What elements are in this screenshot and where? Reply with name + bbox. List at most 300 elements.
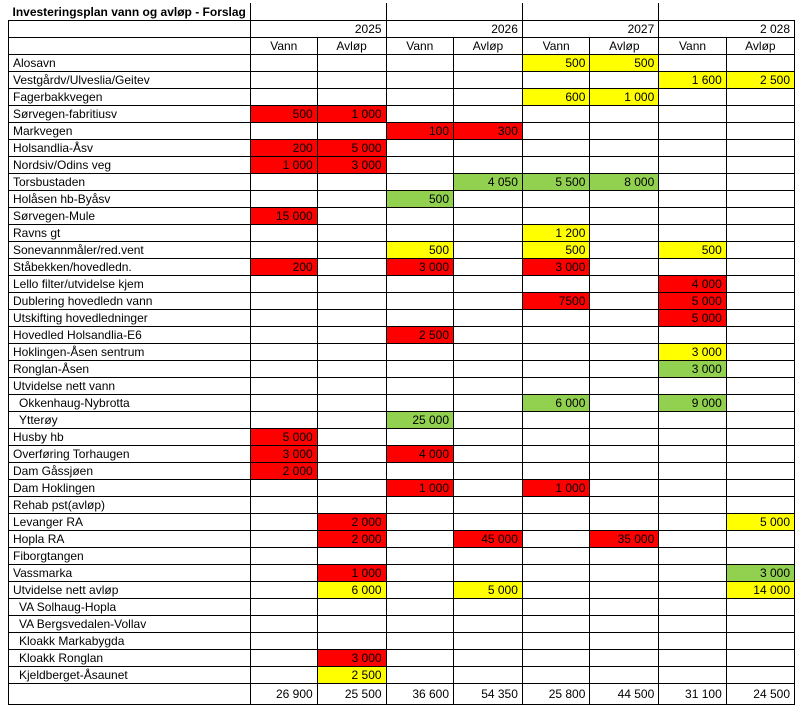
value-cell: 500 <box>250 106 317 123</box>
year-header-2: 2027 <box>522 21 658 38</box>
empty-cell <box>590 463 659 480</box>
empty-cell <box>454 633 523 650</box>
empty-cell <box>726 667 794 684</box>
empty-cell <box>726 89 794 106</box>
empty-cell <box>659 208 726 225</box>
empty-cell <box>386 72 453 89</box>
empty-cell <box>590 225 659 242</box>
empty-cell <box>250 497 317 514</box>
empty-cell <box>522 514 589 531</box>
row-label: Fagerbakkvegen <box>9 89 251 106</box>
empty-cell <box>317 344 386 361</box>
empty-cell <box>726 242 794 259</box>
empty-cell <box>454 667 523 684</box>
empty-cell <box>522 106 589 123</box>
empty-cell <box>659 55 726 72</box>
empty-cell <box>250 361 317 378</box>
value-cell: 5 000 <box>454 582 523 599</box>
empty-cell <box>317 123 386 140</box>
empty-cell <box>522 157 589 174</box>
empty-cell <box>659 429 726 446</box>
empty-cell <box>250 123 317 140</box>
empty-cell <box>317 327 386 344</box>
empty-cell <box>454 140 523 157</box>
empty-cell <box>659 582 726 599</box>
empty-cell <box>250 378 317 395</box>
subheader-vann: Vann <box>522 38 589 55</box>
value-cell: 3 000 <box>317 650 386 667</box>
total-cell: 44 500 <box>590 684 659 705</box>
empty-cell <box>590 650 659 667</box>
empty-cell <box>522 650 589 667</box>
table-row <box>9 310 795 327</box>
empty-cell <box>659 497 726 514</box>
empty-cell <box>590 378 659 395</box>
empty-cell <box>726 616 794 633</box>
empty-cell <box>726 293 794 310</box>
empty-cell <box>522 633 589 650</box>
value-cell: 200 <box>250 259 317 276</box>
empty-cell <box>454 89 523 106</box>
empty-cell <box>250 531 317 548</box>
empty-cell <box>317 276 386 293</box>
value-cell: 14 000 <box>726 582 794 599</box>
empty-cell <box>386 293 453 310</box>
empty-cell <box>250 72 317 89</box>
value-cell: 45 000 <box>454 531 523 548</box>
row-label: Utvidelse nett vann <box>9 378 251 395</box>
value-cell: 6 000 <box>522 395 589 412</box>
row-label: Ronglan-Åsen <box>9 361 251 378</box>
empty-cell <box>590 633 659 650</box>
year-header-0: 2025 <box>250 21 386 38</box>
empty-cell <box>659 514 726 531</box>
row-label: Vestgårdv/Ulveslia/Geitev <box>9 72 251 89</box>
empty-cell <box>522 412 589 429</box>
empty-cell <box>386 310 453 327</box>
table-row <box>9 565 795 582</box>
empty-cell <box>590 106 659 123</box>
empty-cell <box>522 310 589 327</box>
year-header-3: 2 028 <box>659 21 795 38</box>
empty-cell <box>386 667 453 684</box>
table-row <box>9 497 795 514</box>
empty-cell <box>590 293 659 310</box>
investment-plan-table <box>8 3 795 705</box>
table-row <box>9 514 795 531</box>
empty-cell <box>726 55 794 72</box>
empty-cell <box>726 123 794 140</box>
empty-cell <box>522 565 589 582</box>
row-label: Dam Gåssjøen <box>9 463 251 480</box>
empty-cell <box>659 667 726 684</box>
row-label: Fiborgtangen <box>9 548 251 565</box>
row-label: Kloakk Ronglan <box>9 650 251 667</box>
empty-cell <box>386 565 453 582</box>
empty-cell <box>386 514 453 531</box>
empty-cell <box>659 633 726 650</box>
empty-cell <box>386 344 453 361</box>
row-label: Ytterøy <box>9 412 251 429</box>
title-spacer-cell <box>386 3 453 21</box>
empty-cell <box>317 310 386 327</box>
value-cell: 500 <box>590 55 659 72</box>
row-label: Husby hb <box>9 429 251 446</box>
empty-cell <box>454 157 523 174</box>
empty-cell <box>250 412 317 429</box>
title-spacer-cell <box>317 3 386 21</box>
empty-cell <box>590 344 659 361</box>
empty-cell <box>522 123 589 140</box>
value-cell: 4 050 <box>454 174 523 191</box>
empty-cell <box>590 616 659 633</box>
empty-cell <box>590 667 659 684</box>
table-row <box>9 344 795 361</box>
empty-cell <box>522 72 589 89</box>
value-cell: 9 000 <box>659 395 726 412</box>
empty-cell <box>386 140 453 157</box>
row-label: Hopla RA <box>9 531 251 548</box>
empty-cell <box>317 361 386 378</box>
empty-cell <box>386 55 453 72</box>
title-spacer-cell <box>590 3 659 21</box>
table-row <box>9 412 795 429</box>
empty-cell <box>522 582 589 599</box>
empty-cell <box>454 378 523 395</box>
empty-cell <box>522 616 589 633</box>
empty-cell <box>522 361 589 378</box>
row-label: Sørvegen-Mule <box>9 208 251 225</box>
empty-cell <box>386 429 453 446</box>
value-cell: 1 000 <box>386 480 453 497</box>
empty-cell <box>317 480 386 497</box>
value-cell: 1 000 <box>250 157 317 174</box>
table-row <box>9 55 795 72</box>
empty-cell <box>317 429 386 446</box>
title-spacer-cell <box>726 3 794 21</box>
empty-cell <box>590 72 659 89</box>
value-cell: 2 500 <box>386 327 453 344</box>
value-cell: 3 000 <box>317 157 386 174</box>
empty-cell <box>317 293 386 310</box>
empty-cell <box>454 259 523 276</box>
empty-cell <box>522 378 589 395</box>
value-cell: 15 000 <box>250 208 317 225</box>
empty-cell <box>726 548 794 565</box>
year-header-1: 2026 <box>386 21 522 38</box>
row-label: Vassmarka <box>9 565 251 582</box>
empty-cell <box>454 208 523 225</box>
subheader-vann: Vann <box>659 38 726 55</box>
table-row <box>9 225 795 242</box>
table-row <box>9 72 795 89</box>
empty-cell <box>590 480 659 497</box>
subheader-corner-cell <box>9 38 251 55</box>
empty-cell <box>386 548 453 565</box>
empty-cell <box>317 616 386 633</box>
empty-cell <box>454 361 523 378</box>
empty-cell <box>659 565 726 582</box>
value-cell: 6 000 <box>317 582 386 599</box>
row-label: Holsandlia-Åsv <box>9 140 251 157</box>
empty-cell <box>522 531 589 548</box>
row-label: Kjeldberget-Åsaunet <box>9 667 251 684</box>
empty-cell <box>659 191 726 208</box>
empty-cell <box>317 633 386 650</box>
table-row <box>9 480 795 497</box>
empty-cell <box>386 378 453 395</box>
empty-cell <box>659 123 726 140</box>
empty-cell <box>726 225 794 242</box>
empty-cell <box>659 259 726 276</box>
subheader-vann: Vann <box>250 38 317 55</box>
empty-cell <box>317 225 386 242</box>
empty-cell <box>522 548 589 565</box>
empty-cell <box>317 259 386 276</box>
empty-cell <box>522 140 589 157</box>
empty-cell <box>726 599 794 616</box>
empty-cell <box>250 514 317 531</box>
empty-cell <box>726 361 794 378</box>
empty-cell <box>522 429 589 446</box>
empty-cell <box>726 497 794 514</box>
empty-cell <box>590 259 659 276</box>
empty-cell <box>454 72 523 89</box>
empty-cell <box>250 395 317 412</box>
table-row <box>9 361 795 378</box>
empty-cell <box>590 140 659 157</box>
value-cell: 5 500 <box>522 174 589 191</box>
empty-cell <box>659 378 726 395</box>
empty-cell <box>454 242 523 259</box>
empty-cell <box>590 276 659 293</box>
row-label: Holåsen hb-Byåsv <box>9 191 251 208</box>
empty-cell <box>386 89 453 106</box>
row-label: Alosavn <box>9 55 251 72</box>
total-cell: 54 350 <box>454 684 523 705</box>
empty-cell <box>386 599 453 616</box>
total-cell: 25 500 <box>317 684 386 705</box>
empty-cell <box>317 89 386 106</box>
empty-cell <box>386 650 453 667</box>
empty-cell <box>250 344 317 361</box>
row-label: Kloakk Markabygda <box>9 633 251 650</box>
table-row <box>9 599 795 616</box>
empty-cell <box>317 395 386 412</box>
row-label: Ravns gt <box>9 225 251 242</box>
total-cell: 31 100 <box>659 684 726 705</box>
empty-cell <box>659 548 726 565</box>
value-cell: 2 000 <box>250 463 317 480</box>
value-cell: 25 000 <box>386 412 453 429</box>
row-label: Sonevannmåler/red.vent <box>9 242 251 259</box>
empty-cell <box>522 463 589 480</box>
empty-cell <box>726 446 794 463</box>
table-row <box>9 157 795 174</box>
subheader-avlop: Avløp <box>317 38 386 55</box>
empty-cell <box>726 378 794 395</box>
empty-cell <box>522 344 589 361</box>
empty-cell <box>317 55 386 72</box>
empty-cell <box>726 208 794 225</box>
value-cell: 1 000 <box>317 106 386 123</box>
row-label: Utskifting hovedledninger <box>9 310 251 327</box>
empty-cell <box>590 548 659 565</box>
table-row <box>9 667 795 684</box>
empty-cell <box>454 327 523 344</box>
empty-cell <box>659 412 726 429</box>
empty-cell <box>317 242 386 259</box>
title-spacer-cell <box>454 3 523 21</box>
value-cell: 4 000 <box>659 276 726 293</box>
empty-cell <box>522 446 589 463</box>
empty-cell <box>659 225 726 242</box>
empty-cell <box>250 633 317 650</box>
empty-cell <box>726 327 794 344</box>
row-label: VA Bergsvedalen-Vollav <box>9 616 251 633</box>
empty-cell <box>659 599 726 616</box>
empty-cell <box>726 531 794 548</box>
empty-cell <box>726 412 794 429</box>
empty-cell <box>659 463 726 480</box>
empty-cell <box>659 480 726 497</box>
empty-cell <box>317 378 386 395</box>
empty-cell <box>726 633 794 650</box>
value-cell: 200 <box>250 140 317 157</box>
empty-cell <box>590 208 659 225</box>
row-label: Hoklingen-Åsen sentrum <box>9 344 251 361</box>
empty-cell <box>726 191 794 208</box>
row-label: VA Solhaug-Hopla <box>9 599 251 616</box>
empty-cell <box>250 310 317 327</box>
empty-cell <box>454 463 523 480</box>
empty-cell <box>726 344 794 361</box>
empty-cell <box>386 208 453 225</box>
row-label: Overføring Torhaugen <box>9 446 251 463</box>
row-label: Torsbustaden <box>9 174 251 191</box>
empty-cell <box>590 191 659 208</box>
empty-cell <box>386 106 453 123</box>
value-cell: 3 000 <box>522 259 589 276</box>
table-row <box>9 395 795 412</box>
empty-cell <box>726 276 794 293</box>
title-spacer-cell <box>522 3 589 21</box>
empty-cell <box>454 446 523 463</box>
row-label: Dam Hoklingen <box>9 480 251 497</box>
table-row <box>9 633 795 650</box>
table-row <box>9 548 795 565</box>
header-corner-cell <box>9 21 251 38</box>
empty-cell <box>726 310 794 327</box>
empty-cell <box>317 446 386 463</box>
empty-cell <box>659 174 726 191</box>
table-row <box>9 191 795 208</box>
value-cell: 1 000 <box>522 480 589 497</box>
row-label: Lello filter/utvidelse kjem <box>9 276 251 293</box>
value-cell: 1 000 <box>317 565 386 582</box>
empty-cell <box>522 667 589 684</box>
empty-cell <box>386 225 453 242</box>
empty-cell <box>250 480 317 497</box>
table-row <box>9 616 795 633</box>
title-row <box>9 3 795 21</box>
empty-cell <box>454 412 523 429</box>
value-cell: 5 000 <box>659 293 726 310</box>
empty-cell <box>250 191 317 208</box>
value-cell: 100 <box>386 123 453 140</box>
title-spacer-cell <box>659 3 726 21</box>
empty-cell <box>726 259 794 276</box>
empty-cell <box>726 157 794 174</box>
empty-cell <box>386 531 453 548</box>
empty-cell <box>454 497 523 514</box>
empty-cell <box>659 327 726 344</box>
empty-cell <box>250 548 317 565</box>
value-cell: 35 000 <box>590 531 659 548</box>
value-cell: 1 600 <box>659 72 726 89</box>
empty-cell <box>590 242 659 259</box>
value-cell: 5 000 <box>250 429 317 446</box>
empty-cell <box>726 395 794 412</box>
value-cell: 5 000 <box>317 140 386 157</box>
empty-cell <box>590 123 659 140</box>
empty-cell <box>522 599 589 616</box>
table-row <box>9 123 795 140</box>
row-label: Hovedled Holsandlia-E6 <box>9 327 251 344</box>
table-row <box>9 582 795 599</box>
empty-cell <box>250 225 317 242</box>
empty-cell <box>317 72 386 89</box>
value-cell: 4 000 <box>386 446 453 463</box>
empty-cell <box>590 446 659 463</box>
table-row <box>9 106 795 123</box>
empty-cell <box>454 344 523 361</box>
empty-cell <box>386 174 453 191</box>
total-cell: 24 500 <box>726 684 794 705</box>
empty-cell <box>590 429 659 446</box>
row-label: Levanger RA <box>9 514 251 531</box>
empty-cell <box>386 395 453 412</box>
row-label: Utvidelse nett avløp <box>9 582 251 599</box>
value-cell: 500 <box>522 242 589 259</box>
empty-cell <box>454 514 523 531</box>
subheader-avlop: Avløp <box>454 38 523 55</box>
table-row <box>9 259 795 276</box>
value-cell: 500 <box>522 55 589 72</box>
row-label: Sørvegen-fabritiusv <box>9 106 251 123</box>
empty-cell <box>454 191 523 208</box>
value-cell: 3 000 <box>659 361 726 378</box>
empty-cell <box>454 395 523 412</box>
value-cell: 2 000 <box>317 531 386 548</box>
table-row <box>9 650 795 667</box>
table-row <box>9 293 795 310</box>
empty-cell <box>317 463 386 480</box>
table-row <box>9 378 795 395</box>
empty-cell <box>590 327 659 344</box>
empty-cell <box>250 55 317 72</box>
totals-label-cell <box>9 684 251 705</box>
empty-cell <box>454 565 523 582</box>
total-cell: 25 800 <box>522 684 589 705</box>
value-cell: 2 000 <box>317 514 386 531</box>
empty-cell <box>454 650 523 667</box>
subheader-avlop: Avløp <box>726 38 794 55</box>
empty-cell <box>726 429 794 446</box>
empty-cell <box>659 650 726 667</box>
table-row <box>9 276 795 293</box>
empty-cell <box>726 140 794 157</box>
